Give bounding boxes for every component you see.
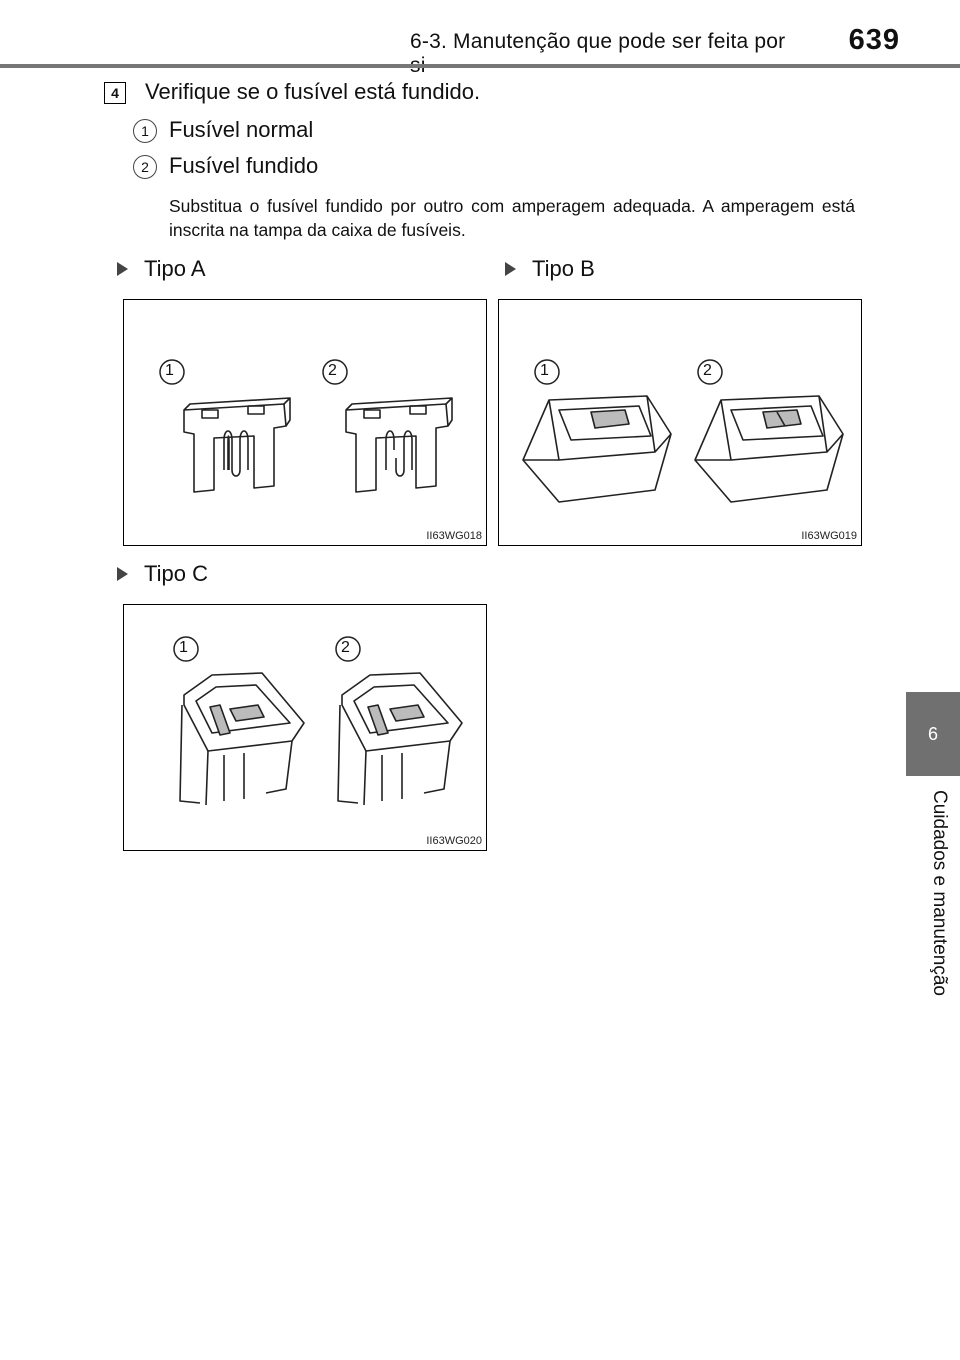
callout-1: 1 [540, 362, 549, 379]
step-note: Substitua o fusível fundido por outro com amperagem adequada. A amperagem está inscrita na tampa da caixa de fusíveis. [169, 196, 855, 240]
cartridge-fuse-illustration [499, 300, 861, 545]
callout-1: 1 [179, 639, 188, 656]
section-title: 6-3. Manutenção que pode ser feita por [410, 30, 786, 53]
heading-tipo-c [117, 561, 208, 587]
item-number-1: 1 [133, 119, 157, 143]
heading-tipo-c-label: Tipo C [144, 561, 208, 586]
blade-fuse-illustration [124, 300, 486, 545]
figure-tipo-b [498, 299, 862, 546]
item-text-1: Fusível normal [169, 117, 314, 142]
item-number-2: 2 [133, 155, 157, 179]
heading-tipo-a-label: Tipo A [144, 256, 206, 281]
chapter-label: Cuidados e manutenção [929, 790, 950, 996]
chapter-number: 6 [927, 723, 938, 744]
heading-tipo-b [505, 256, 595, 282]
figure-tipo-c [123, 604, 487, 851]
triangle-bullet-icon [117, 567, 128, 581]
item-text-2: Fusível fundido [169, 153, 319, 178]
header-rule [0, 64, 960, 68]
heading-tipo-a [117, 256, 206, 282]
figure-tipo-a [123, 299, 487, 546]
triangle-bullet-icon [117, 262, 128, 276]
triangle-bullet-icon [505, 262, 516, 276]
step-text: Verifique se o fusível está fundido. [145, 79, 481, 104]
callout-2: 2 [328, 362, 337, 379]
heading-tipo-b-label: Tipo B [532, 256, 595, 281]
figure-code: II63WG019 [801, 530, 857, 542]
page-number: 639 [848, 24, 900, 56]
figure-code: II63WG018 [426, 530, 482, 542]
chapter-tab[interactable] [906, 692, 960, 776]
callout-2: 2 [703, 362, 712, 379]
figure-code: II63WG020 [426, 835, 482, 847]
step-number-badge: 4 [104, 82, 126, 104]
callout-1: 1 [165, 362, 174, 379]
callout-2: 2 [341, 639, 350, 656]
